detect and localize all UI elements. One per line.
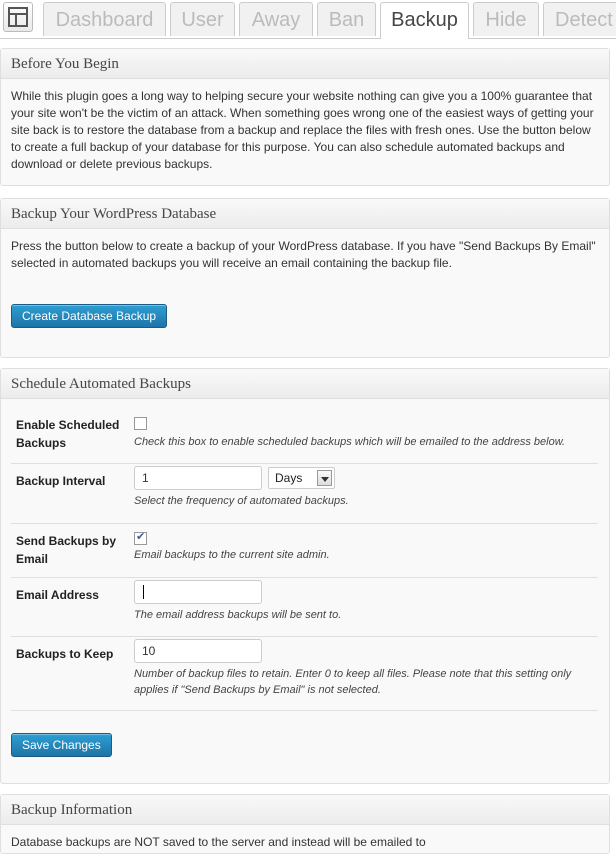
- tab-hide[interactable]: Hide: [473, 2, 539, 36]
- backup-information-text: Database backups are NOT saved to the server and instead will be emailed to: [11, 835, 426, 849]
- tab-dashboard[interactable]: Dashboard: [43, 2, 166, 36]
- send-email-label: Send Backups by Email: [16, 534, 117, 566]
- tab-bar: [0, 0, 616, 39]
- enable-scheduled-checkbox[interactable]: [134, 417, 147, 430]
- email-address-label: Email Address: [16, 588, 99, 602]
- backups-to-keep-row: [11, 636, 598, 711]
- backup-interval-row: [11, 463, 598, 524]
- backups-to-keep-input[interactable]: 10: [134, 639, 262, 663]
- backup-interval-input[interactable]: 1: [134, 466, 262, 490]
- tab-ban[interactable]: Ban: [317, 2, 376, 36]
- backup-information-panel: [0, 794, 610, 854]
- backup-interval-unit-value: Days: [275, 471, 303, 485]
- schedule-backups-panel: [0, 368, 610, 784]
- schedule-backups-title: Schedule Automated Backups: [1, 369, 609, 399]
- plugin-logo-icon: [3, 2, 33, 32]
- enable-scheduled-row: [11, 407, 598, 464]
- before-you-begin-title: Before You Begin: [1, 49, 609, 79]
- tab-away[interactable]: Away: [239, 2, 313, 36]
- chevron-down-icon: [317, 470, 332, 486]
- email-address-row: [11, 577, 598, 637]
- backup-information-title: Backup Information: [1, 795, 609, 825]
- send-email-row: [11, 523, 598, 578]
- enable-scheduled-desc: Check this box to enable scheduled backups which will be emailed to the address below.: [134, 436, 566, 448]
- backups-to-keep-desc: Number of backup files to retain. Enter 0 to keep all files. Please note that this setting only applies if "Send Backups by Email" is not selected.: [134, 668, 572, 696]
- send-email-desc: Email backups to the current site admin.: [134, 549, 330, 561]
- send-email-checkbox[interactable]: [134, 532, 147, 545]
- enable-scheduled-label: Enable Scheduled Backups: [16, 418, 120, 450]
- email-address-desc: The email address backups will be sent to.: [134, 609, 342, 621]
- save-changes-button[interactable]: Save Changes: [11, 733, 112, 757]
- backup-interval-desc: Select the frequency of automated backups.: [134, 495, 349, 507]
- backups-to-keep-label: Backups to Keep: [16, 647, 114, 661]
- create-database-backup-button[interactable]: Create Database Backup: [11, 304, 167, 328]
- before-you-begin-panel: [0, 48, 610, 186]
- backup-interval-label: Backup Interval: [16, 474, 106, 488]
- tab-detect[interactable]: Detect: [543, 2, 616, 36]
- tab-backup[interactable]: Backup: [380, 2, 469, 39]
- email-address-input[interactable]: [134, 580, 262, 604]
- backup-database-panel: [0, 198, 610, 358]
- tab-user[interactable]: User: [170, 2, 235, 36]
- backup-interval-unit-select[interactable]: [268, 467, 335, 489]
- before-you-begin-text: While this plugin goes a long way to helping secure your website nothing can give you a 100% guarantee that your site won't be the victim of an attack. When something goes wrong one of the easiest ways of getting your site back is to restore the database from a backup and replace the files with fresh ones. Use the button below to create a full backup of your database for this purpose. You can also schedule automated backups and download or delete previous backups.: [11, 89, 594, 171]
- backup-database-title: Backup Your WordPress Database: [1, 199, 609, 229]
- backup-database-text: Press the button below to create a backup of your WordPress database. If you have "Send Backups By Email" selected in automated backups you will receive an email containing the backup file.: [11, 239, 596, 270]
